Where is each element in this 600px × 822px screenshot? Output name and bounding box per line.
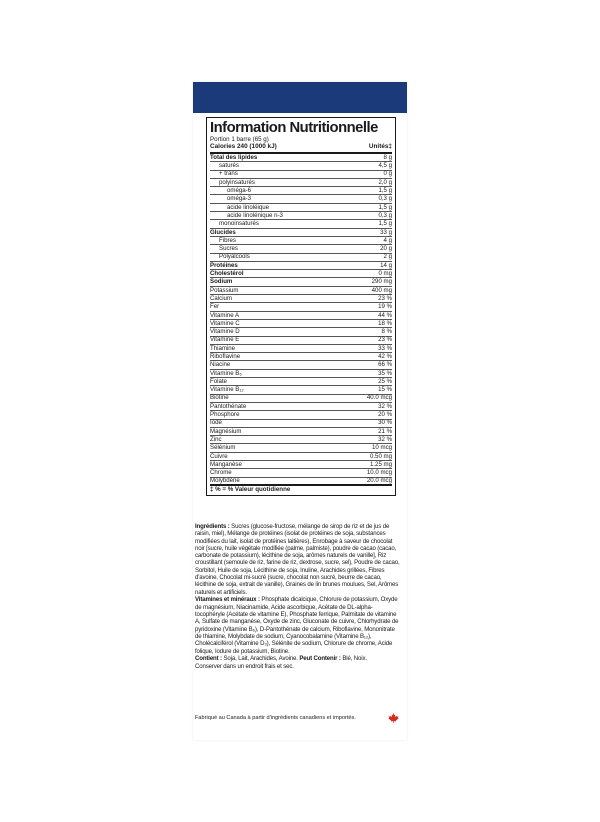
nutrient-label: Biotine [210,394,229,402]
nutrient-label: oméga-6 [227,187,252,195]
nutrient-label: Sucres [219,245,238,253]
nutrient-row [210,270,392,278]
nutrient-value: 0,3 g [378,195,392,203]
maple-leaf-icon [388,713,399,723]
nutrient-value: 10.0 mcg [366,469,392,477]
nutrient-row [210,453,392,461]
nutrient-value: 42 % [378,352,392,360]
nutrient-value: 33 % [378,344,392,352]
nutrient-value: 1,5 g [378,187,392,195]
nutrient-label: Total des lipides [210,153,258,161]
contains-text: Soja, Lait, Arachides, Avoine. [223,655,298,663]
may-contain-text: Blé, Noix. [342,655,367,663]
nutrient-label: Iode [210,419,222,427]
made-in-canada-text: Fabriqué au Canada à partir d'ingrédients canadiens et importés. [195,715,356,721]
ingredients-panel [195,523,402,671]
nutrient-value: 8 g [383,153,392,161]
nutrient-label: Phosphore [210,411,240,419]
nutrient-value: 1.25 mg [369,460,392,468]
nutrient-value: 14 g [380,261,392,269]
nutrient-row [210,444,392,452]
contains-paragraph [195,655,402,662]
nutrient-label: Zinc [210,435,222,443]
nutrient-row [210,353,392,361]
nutrient-value: 23 % [378,336,392,344]
nutrient-label: Protéines [210,261,238,269]
nutrient-value: 23 % [378,294,392,302]
nutrient-label: Manganèse [210,460,242,468]
nutrition-title: Information Nutritionnelle [210,120,378,136]
nutrient-value: 18 % [378,319,392,327]
nutrient-value: 33 g [380,228,392,236]
nutrient-row [210,361,392,369]
vitamins-text: Phosphate dicalcique, Chlorure de potassium, Oxyde de magnésium, Niacinamide, Acide ascorbique, Acétate de DL-alpha-tocophéryle (Acétate de vitamine E), Phosphate ferrique, Palmitate de vitamine A, Sulfate de manganèse, Oxyde de zinc, Gluconate de cuivre, Chlorhydrate de pyridoxine (Vitamine B₆), D-Pantothénate de calcium, Riboflavine, Mononitrate de thiamine, Molybdate de sodium, Cyanocobalamine (Vitamine B₁₂), Cholécalciférol (Vitamine D₃), Sélénite de sodium, Chlorure de chrome, Acide folique, Iodure de potassium, Biotine. [195,596,399,655]
nutrient-row [210,428,392,436]
nutrient-row [210,154,392,162]
nutrient-row [210,171,392,179]
nutrient-label: saturés [219,162,239,170]
calories-label: Calories 240 (1000 kJ) [210,143,277,150]
nutrient-value: 66 % [378,361,392,369]
nutrient-label: Fibres [219,236,236,244]
nutrient-value: 32 % [378,402,392,410]
nutrient-row [210,295,392,303]
nutrient-label: Polyalcools [219,253,250,261]
nutrient-value: 10 mcg [372,444,392,452]
units-label: Unités‡ [368,143,392,150]
product-package-side-panel [193,82,407,740]
nutrient-label: acide linolénique n-3 [227,211,283,219]
nutrient-row [210,386,392,394]
nutrient-row [210,328,392,336]
nutrient-value: 0,3 g [378,211,392,219]
nutrient-label: oméga-3 [227,195,252,203]
nutrient-label: Niacine [210,361,231,369]
nutrient-row [210,461,392,469]
nutrient-value: 0 g [383,170,392,178]
package-top-band [193,82,407,113]
nutrient-value: 20 % [378,411,392,419]
vitamins-paragraph [195,596,402,654]
nutrient-row [210,237,392,245]
ingredients-label: Ingrédients : [195,523,230,530]
nutrient-row [210,478,392,486]
nutrient-label: Vitamine A [210,311,240,319]
nutrient-label: Potassium [210,286,239,294]
nutrient-label: Magnésium [210,427,242,435]
nutrient-label: Vitamine D [210,328,240,336]
nutrient-label: Pantothénate [210,402,247,410]
daily-value-footnote: ‡ % = % Valeur quotidienne [210,485,291,493]
nutrient-row [210,370,392,378]
ingredients-paragraph [195,523,402,596]
nutrient-label: Folate [210,377,227,385]
nutrient-value: 4,5 g [378,162,392,170]
nutrition-header-row [210,143,392,154]
storage-instructions: Conserver dans un endroit frais et sec. [195,663,294,671]
nutrient-row [210,312,392,320]
nutrient-label: acide linoléique [227,203,270,211]
nutrient-value: 32 % [378,435,392,443]
nutrient-label: Fer [210,303,220,311]
nutrient-label: Calcium [210,294,233,302]
nutrient-value: 2,0 g [378,178,392,186]
nutrient-value: 40.0 mcg [366,394,392,402]
nutrient-value: 20.0 mcg [366,476,392,484]
nutrition-rows [210,154,392,486]
nutrient-row [210,411,392,419]
nutrient-row [210,337,392,345]
nutrient-label: monoinsaturés [219,220,259,228]
nutrient-label: Cuivre [210,452,228,460]
nutrient-value: 15 % [378,386,392,394]
contains-label: Contient : [195,655,222,663]
nutrient-value: 290 mg [371,278,392,286]
nutrient-label: Vitamine C [210,319,240,327]
nutrient-label: Cholestérol [210,270,244,278]
nutrient-value: 20 g [380,245,392,253]
nutrient-row [210,436,392,444]
nutrient-value: 25 % [378,377,392,385]
nutrient-value: 1,5 g [378,220,392,228]
nutrient-label: Vitamine E [210,336,240,344]
nutrient-value: 44 % [378,311,392,319]
nutrient-row [210,278,392,286]
nutrient-label: + trans [219,170,238,178]
nutrient-label: Chrome [210,469,232,477]
nutrient-row [210,262,392,270]
nutrient-row [210,212,392,220]
nutrient-value: 35 % [378,369,392,377]
nutrient-label: Riboflavine [210,352,241,360]
nutrient-row [210,303,392,311]
nutrient-value: 19 % [378,303,392,311]
nutrient-row [210,378,392,386]
nutrient-label: Vitamine B₆ [210,369,242,377]
nutrient-value: 2 g [383,253,392,261]
nutrient-label: Sodium [210,278,233,286]
nutrient-row [210,420,392,428]
nutrient-label: Vitamine B₁₂ [210,386,244,394]
nutrient-value: 1,5 g [378,203,392,211]
ingredients-text: Sucres (glucose-fructose, mélange de sirop de riz et de jus de raisin, miel), Mélange de protéines (isolat de protéines de soja, substances modifiées du lait, isolat de protéines laitières), Enrobage à saveur de chocolat noir [sucre, huile végétale modifiée (palme, palmiste), poudre de cacao (cacao, carbonate de potassium), lécithine de soja, arômes naturels de vanille], Riz croustillant (semoule de riz, farine de riz, dextrose, sucre, sel), Poudre de cacao, Sorbitol, Huile de soja, Lécithine de soja, Inuline, Arachides grillées, Fibres d'avoine, Chocolat mi-sucré (sucre, chocolat non sucré, beurre de cacao, lécithine de soja, extrait de vanille), Graines de lin brunes moulues, Sel, Arômes naturels et artificiels. [195,523,400,596]
portion-size: Portion 1 barre (65 g) [210,136,269,143]
nutrient-label: Molybdène [210,476,240,484]
nutrient-row [210,395,392,403]
nutrient-value: 400 mg [371,286,392,294]
nutrient-value: 21 % [378,427,392,435]
nutrient-row [210,229,392,237]
nutrient-value: 0 mg [378,270,392,278]
nutrient-row [210,287,392,295]
nutrient-label: Glucides [210,228,236,236]
nutrition-facts-table [206,117,396,496]
nutrient-row [210,220,392,228]
nutrient-row [210,195,392,203]
nutrient-label: Thiamine [210,344,236,352]
nutrient-row [210,320,392,328]
may-contain-label: Peut Contenir : [299,655,341,663]
nutrient-value: 0.50 mg [369,452,392,460]
nutrient-value: 30 % [378,419,392,427]
nutrient-value: 4 g [383,236,392,244]
nutrient-row [210,187,392,195]
nutrient-row [210,162,392,170]
nutrient-value: 8 % [381,328,392,336]
nutrient-row [210,245,392,253]
nutrient-row [210,254,392,262]
vitamins-label: Vitamines et minéraux : [195,596,260,604]
nutrient-label: polyinsaturés [219,178,255,186]
nutrient-row [210,179,392,187]
nutrient-label: Sélénium [210,444,236,452]
nutrient-row [210,204,392,212]
nutrient-row [210,345,392,353]
nutrient-row [210,403,392,411]
